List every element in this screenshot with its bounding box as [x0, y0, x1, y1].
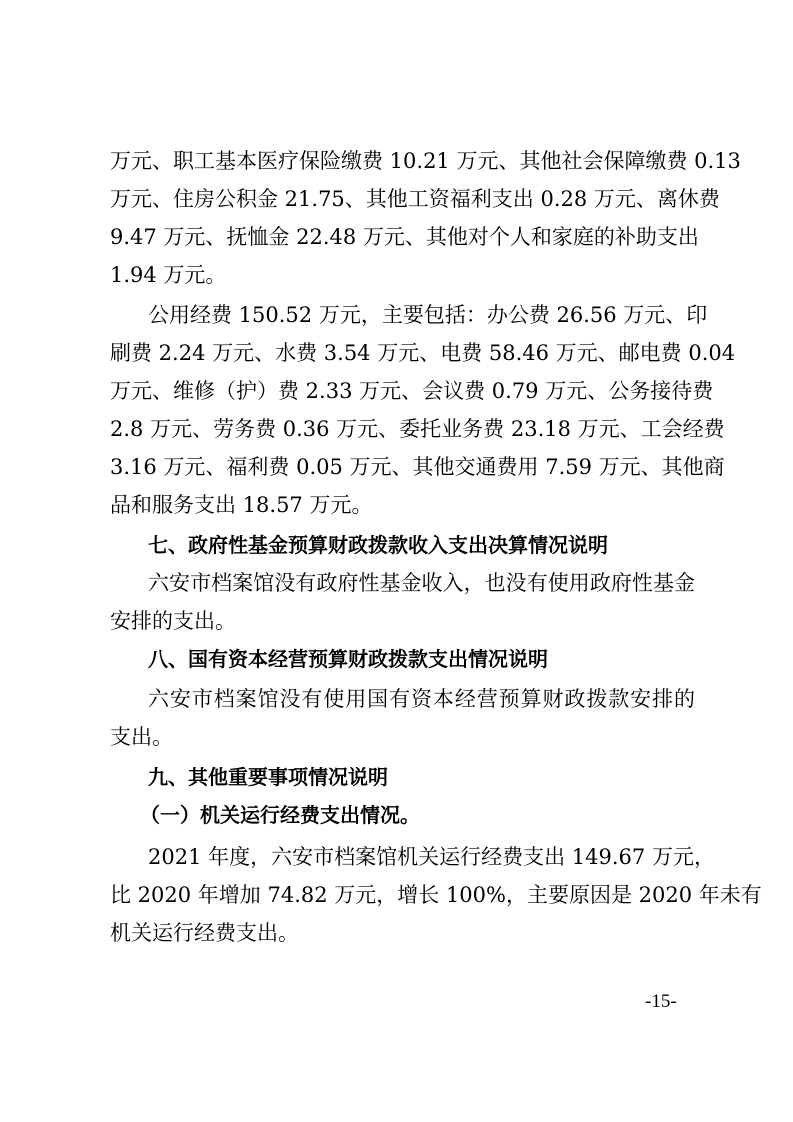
text-line: 2.8 万元、劳务费 0.36 万元、委托业务费 23.18 万元、工会经费	[110, 417, 725, 441]
section-heading: 七、政府性基金预算财政拨款收入支出决算情况说明	[148, 533, 608, 557]
text-line: 2021 年度，六安市档案馆机关运行经费支出 149.67 万元，	[148, 845, 715, 869]
text-line: 支出。	[110, 725, 173, 749]
text-line: 比 2020 年增加 74.82 万元，增长 100%，主要原因是 2020 年未有	[110, 883, 762, 907]
text-line: 万元、维修（护）费 2.33 万元、会议费 0.79 万元、公务接待费	[110, 379, 714, 403]
text-line: 万元、住房公积金 21.75、其他工资福利支出 0.28 万元、离休费	[110, 187, 720, 211]
text-line: 六安市档案馆没有使用国有资本经营预算财政拨款安排的	[148, 687, 695, 711]
text-line: 六安市档案馆没有政府性基金收入，也没有使用政府性基金	[148, 571, 695, 595]
text-line: 3.16 万元、福利费 0.05 万元、其他交通费用 7.59 万元、其他商	[110, 455, 725, 479]
text-line: 9.47 万元、抚恤金 22.48 万元、其他对个人和家庭的补助支出	[110, 225, 699, 249]
page-number: -15-	[645, 991, 677, 1012]
text-line: 万元、职工基本医疗保险缴费 10.21 万元、其他社会保障缴费 0.13	[110, 149, 741, 173]
text-line: 机关运行经费支出。	[110, 921, 299, 945]
section-heading: 九、其他重要事项情况说明	[148, 765, 388, 789]
text-line: 公用经费 150.52 万元，主要包括：办公费 26.56 万元、印	[148, 303, 708, 327]
section-heading: 八、国有资本经营预算财政拨款支出情况说明	[148, 647, 548, 671]
subsection-heading: （一）机关运行经费支出情况。	[140, 803, 420, 827]
text-line: 品和服务支出 18.57 万元。	[110, 493, 373, 517]
text-line: 刷费 2.24 万元、水费 3.54 万元、电费 58.46 万元、邮电费 0.04	[110, 341, 736, 365]
text-line: 安排的支出。	[110, 609, 236, 633]
text-line: 1.94 万元。	[110, 263, 227, 287]
